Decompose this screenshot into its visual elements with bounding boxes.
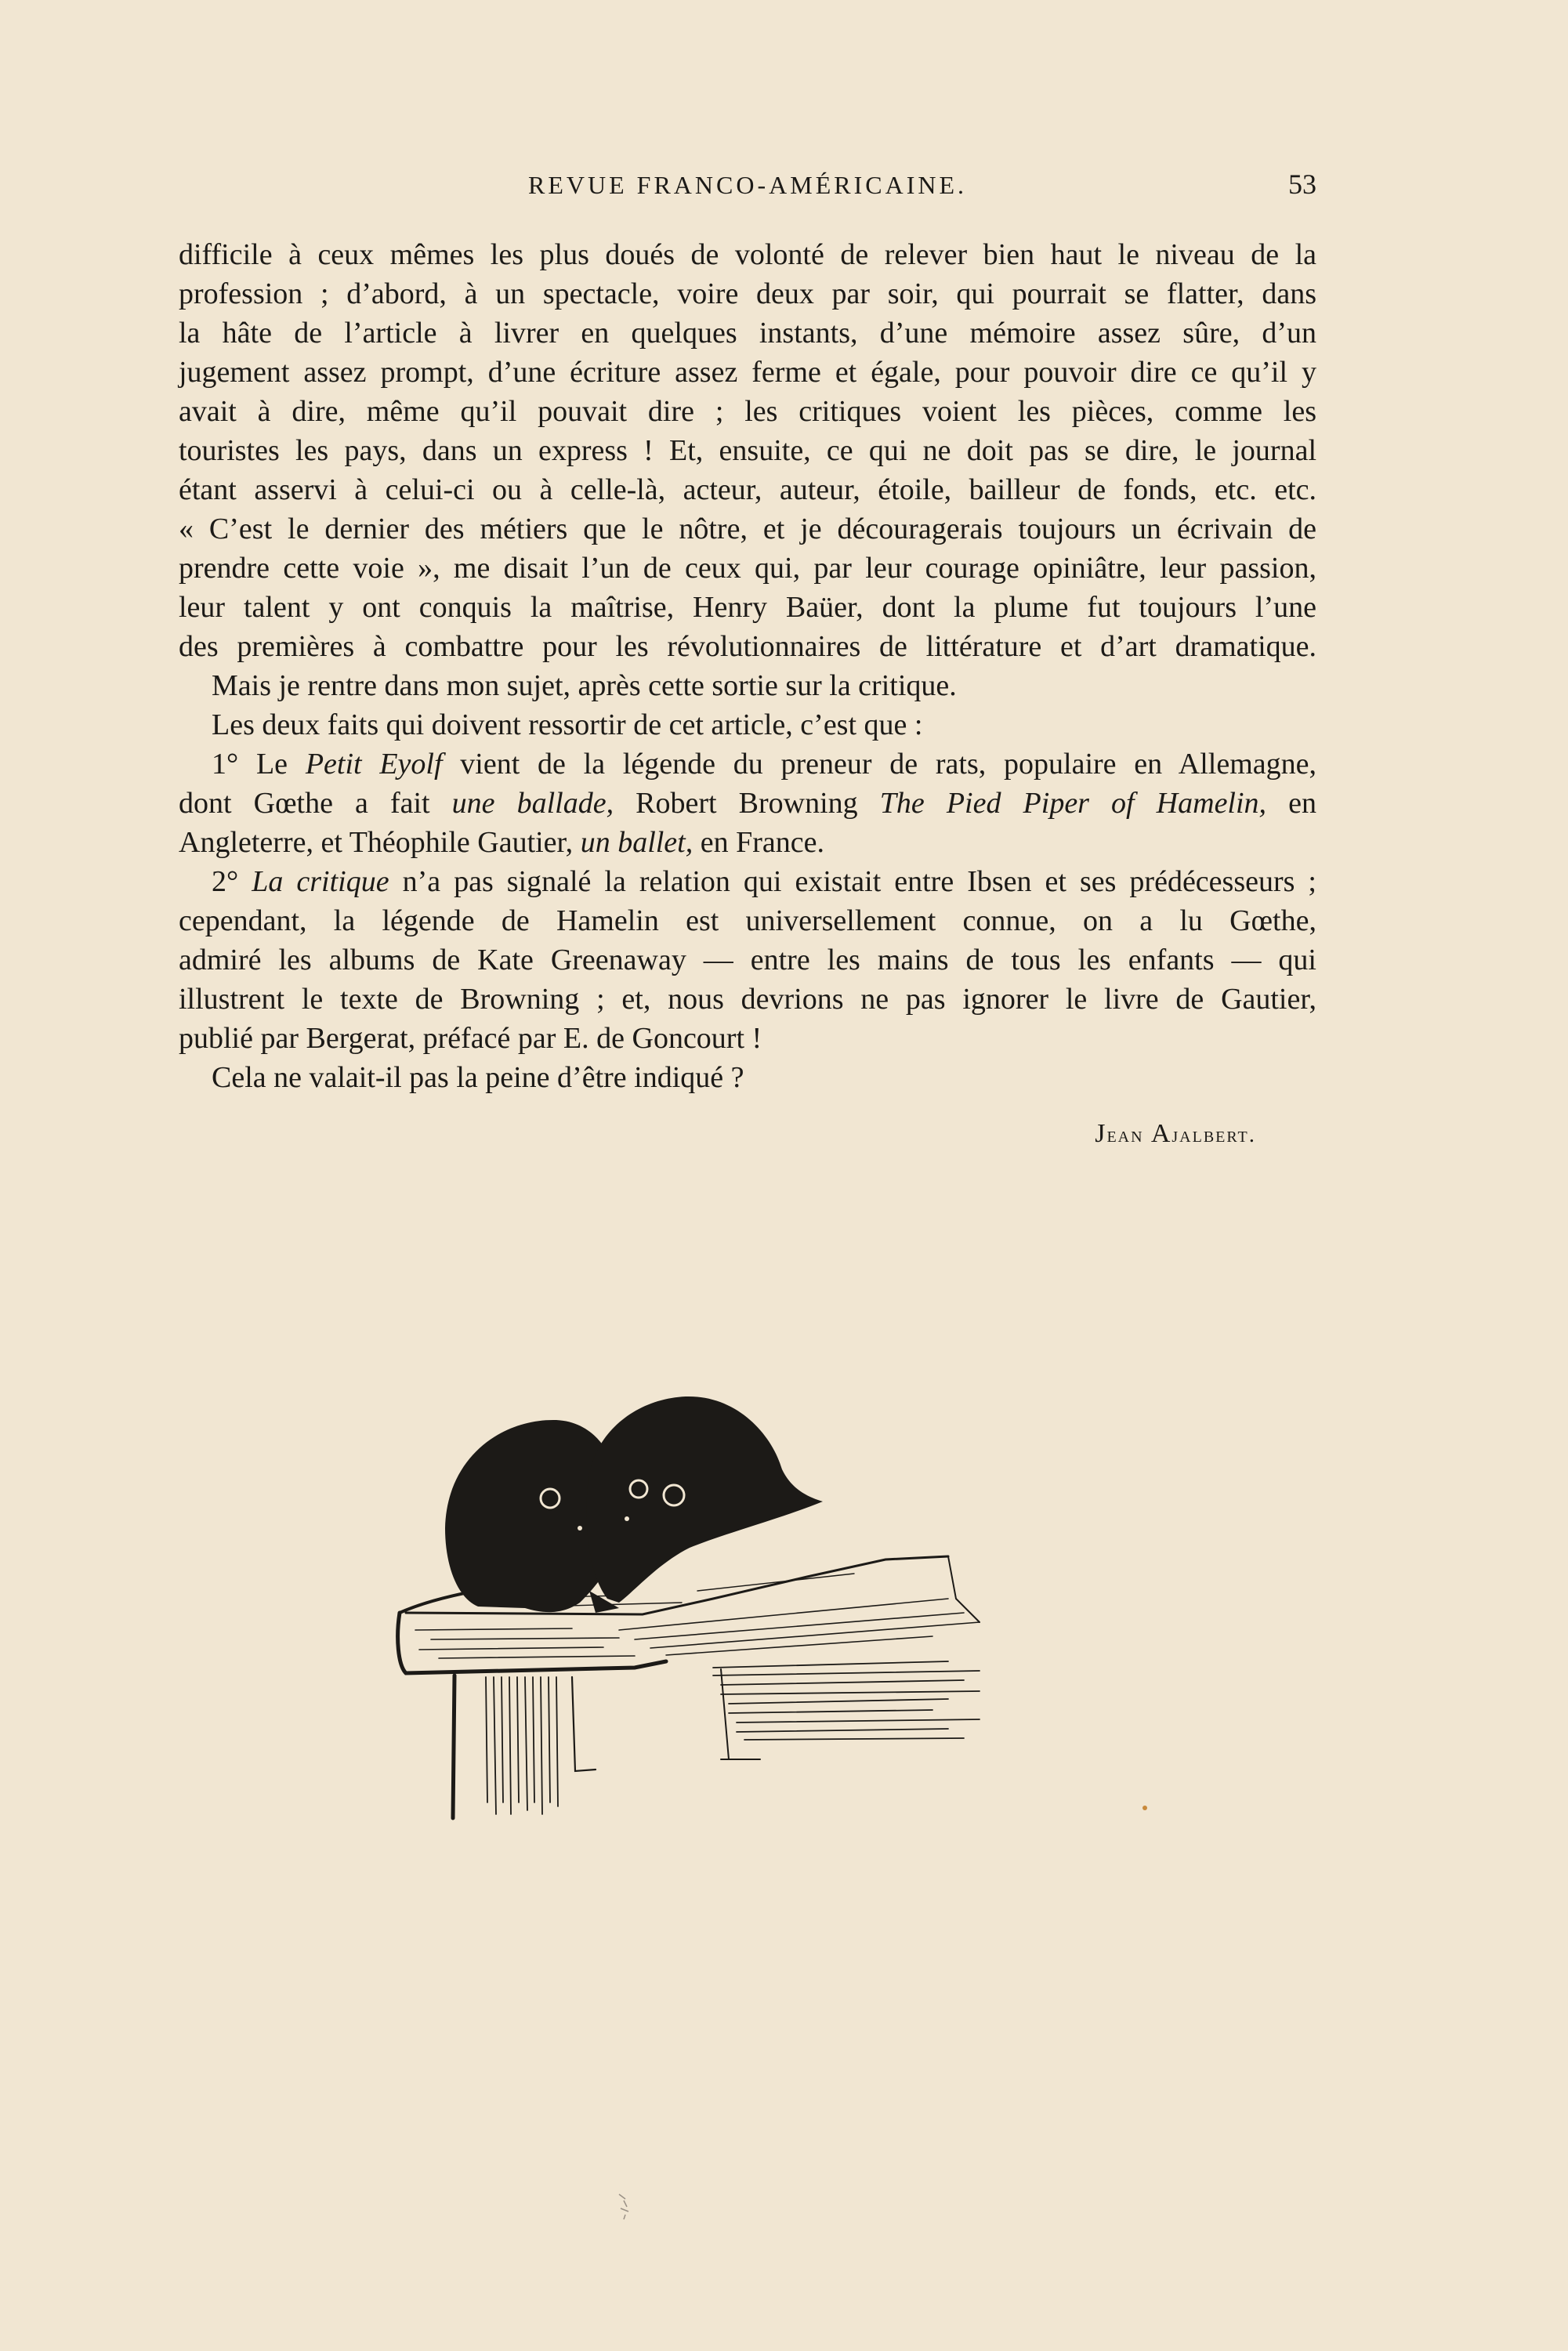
paper-speck: [1141, 1804, 1149, 1812]
page-number: 53: [1288, 168, 1316, 200]
running-head: [179, 168, 1316, 210]
title-pied-piper: The Pied Piper of Hamelin,: [879, 787, 1267, 820]
point-2-line: admiré les albums de Kate Greenaway — entre les mains de tous les enfants — qui: [179, 944, 1316, 976]
point-1-line: 1° Le Petit Eyolf vient de la légende du preneur de rats, populaire en Allemagne,: [212, 748, 1317, 781]
closing-line: Cela ne valait-il pas la peine d’être indiqué ?: [212, 1061, 744, 1094]
text-line: profession ; d’abord, à un spectacle, voire deux par soir, qui pourrait se flatter, dans: [179, 277, 1316, 310]
article-text: [179, 235, 1316, 1097]
point-2-line: 2° La critique n’a pas signalé la relation qui existait entre Ibsen et ses prédécesseurs ;: [212, 865, 1316, 898]
rats-illustration: [384, 1364, 1105, 1849]
text-line: difficile à ceux mêmes les plus doués de volonté de relever bien haut le niveau de la: [179, 238, 1316, 271]
la-critique-italic: La critique: [252, 865, 389, 898]
text-line: jugement assez prompt, d’une écriture assez ferme et égale, pour pouvoir dire ce qu’il y: [179, 356, 1316, 389]
point-2-line: illustrent le texte de Browning ; et, nous devrions ne pas ignorer le livre de Gautier,: [179, 983, 1316, 1016]
paper-speck: [616, 2191, 635, 2222]
text-line: Les deux faits qui doivent ressortir de cet article, c’est que :: [212, 708, 923, 741]
text-line: des premières à combattre pour les révolutionnaires de littérature et d’art dramatique.: [179, 630, 1316, 663]
text-line: la hâte de l’article à livrer en quelques instants, d’une mémoire assez sûre, d’un: [179, 317, 1316, 350]
point-1-line: Angleterre, et Théophile Gautier, un ballet, en France.: [179, 826, 824, 859]
text-line: « C’est le dernier des métiers que le nôtre, et je découragerais toujours un écrivain de: [179, 513, 1316, 545]
text-line: prendre cette voie », me disait l’un de ceux qui, par leur courage opiniâtre, leur passion,: [179, 552, 1316, 585]
text-line: étant asservi à celui-ci ou à celle-là, acteur, auteur, étoile, bailleur de fonds, etc. etc.: [179, 473, 1316, 506]
rat-right: [586, 1396, 823, 1603]
point-2-line: publié par Bergerat, préfacé par E. de Goncourt !: [179, 1022, 762, 1055]
text-line: avait à dire, même qu’il pouvait dire ; les critiques voient les pièces, comme les: [179, 395, 1316, 428]
point-2-line: cependant, la légende de Hamelin est universellement connue, on a lu Gœthe,: [179, 904, 1316, 937]
point-1-number: 1°: [212, 748, 239, 781]
text-line: touristes les pays, dans un express ! Et, ensuite, ce qui ne doit pas se dire, le journal: [179, 434, 1316, 467]
point-1-line: dont Gœthe a fait une ballade, Robert Browning The Pied Piper of Hamelin, en: [179, 787, 1317, 820]
author-signature: Jean Ajalbert.: [1095, 1119, 1256, 1148]
title-petit-eyolf: Petit Eyolf: [305, 748, 443, 781]
text-line: Mais je rentre dans mon sujet, après cette sortie sur la critique.: [212, 669, 957, 702]
point-2-number: 2°: [212, 865, 239, 898]
text-line: leur talent y ont conquis la maîtrise, Henry Baüer, dont la plume fut toujours l’une: [179, 591, 1316, 624]
running-title: REVUE FRANCO-AMÉRICAINE.: [528, 171, 967, 199]
